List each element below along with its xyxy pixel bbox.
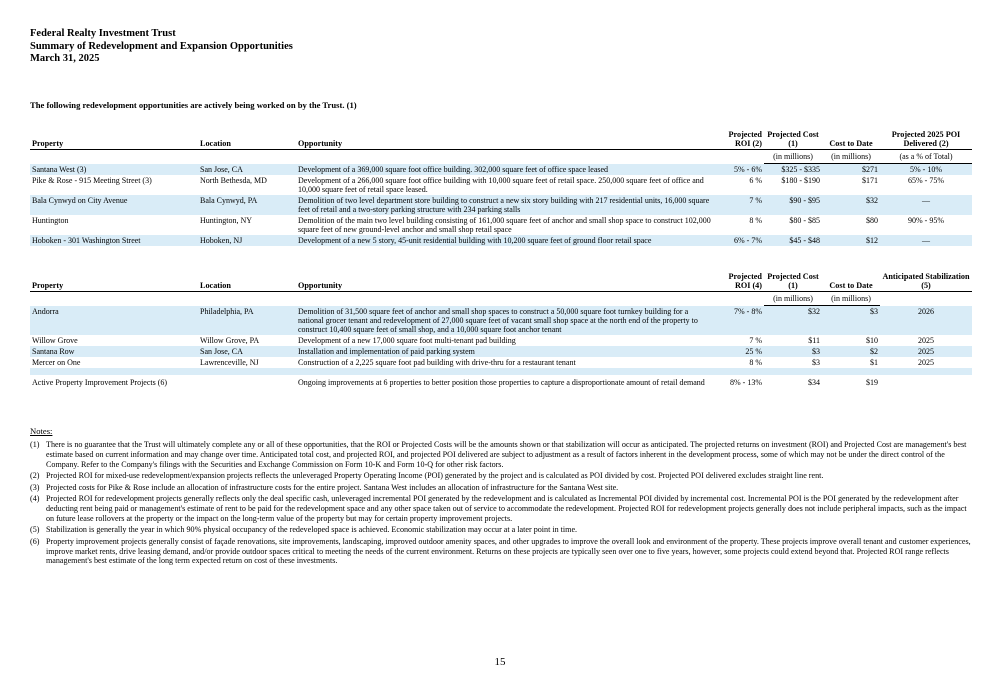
col-header-property: Property (30, 272, 198, 292)
units-row (30, 150, 972, 164)
cell-stabilization: 2025 (880, 346, 972, 357)
cell-cost-to-date: $171 (862, 176, 878, 185)
note-item (30, 483, 972, 493)
note-item (30, 494, 972, 524)
note-item (30, 440, 972, 470)
note-number: (1) (30, 440, 40, 449)
cell-cost-to-date: $19 (866, 377, 878, 387)
note-number: (5) (30, 525, 40, 535)
cell-opportunity: Construction of a 2,225 square foot pad building with drive-thru for a restaurant tenant (298, 357, 576, 367)
cell-roi: 7 % (749, 335, 762, 345)
cell-cost: $11 (808, 335, 820, 345)
cell-cost: $90 - $95 (764, 195, 822, 215)
cell-stabilization: 2026 (880, 306, 972, 335)
cell-location: Hoboken, NJ (198, 235, 296, 246)
table-row (30, 215, 972, 235)
cell-cost-to-date: $271 (822, 164, 880, 176)
cell-stabilization: 2025 (918, 335, 934, 345)
cell-cost: $180 - $190 (781, 176, 820, 185)
cell-opportunity: Installation and implementation of paid parking system (296, 346, 716, 357)
cell-cost-to-date: $1 (870, 357, 878, 367)
cell-property: Andorra (30, 306, 198, 335)
cell-opportunity: Development of a new 5 story, 45-unit residential building with 10,200 square feet of ground floor retail space (296, 235, 716, 246)
unit-poi: (as a % of Total) (880, 150, 972, 164)
cell-roi: 8% - 13% (730, 377, 762, 387)
cell-cost-to-date: $2 (822, 346, 880, 357)
spacer-row (30, 368, 972, 375)
table-row (30, 335, 972, 346)
notes-heading: Notes: (30, 426, 53, 436)
cell-cost: $80 - $85 (789, 216, 820, 225)
table-header-row (30, 130, 972, 150)
cell-poi: — (880, 195, 972, 215)
cell-cost: $3 (812, 357, 820, 367)
cell-opportunity: Development of a 266,000 square foot office building with 10,000 square feet of retail space. 250,000 square feet of office and 10,000 square feet of retail space leased. (298, 176, 704, 194)
cell-cost: $3 (764, 346, 822, 357)
cell-property: Willow Grove (32, 335, 78, 345)
cell-stabilization: 2025 (918, 357, 934, 367)
cell-property: Active Property Improvement Projects (6) (32, 377, 168, 387)
cell-cost: $34 (808, 377, 820, 387)
cell-property: Mercer on One (32, 357, 81, 367)
cell-roi: 7% - 8% (716, 306, 764, 335)
cell-roi: 7 % (716, 195, 764, 215)
note-number: (3) (30, 482, 40, 492)
unit-cost-to-date: (in millions) (822, 150, 880, 164)
cell-poi: 65% - 75% (908, 176, 944, 185)
cell-location: Bala Cynwyd, PA (198, 195, 296, 215)
cell-opportunity: Development of a 369,000 square foot office building. 302,000 square feet of office space leased (296, 164, 716, 176)
table-header-row (30, 272, 972, 292)
col-header-property: Property (30, 130, 198, 150)
cell-location: Philadelphia, PA (198, 306, 296, 335)
note-text: There is no guarantee that the Trust will ultimately complete any or all of these opportunities, that the ROI or Projected Costs will be the amounts shown or that stabilization will occur as anticipated. The projected returns on investment (ROI) and Projected Cost are management's best estimate based on current information and may change over time. Anticipated total cost, and projected ROI, and projected POI delivered are subject to adjustment as a result of factors inherent in the development process, some of which may not be under the direct control of the Company. Refer to the Company's filings with the Securities and Exchange Commission on Form 10-K and Form 10-Q for other risk factors. (46, 440, 967, 469)
table-row (30, 195, 972, 215)
col-header-opportunity: Opportunity (296, 272, 716, 292)
note-text: Projected ROI for redevelopment projects generally reflects only the deal specific cash, unleveraged incremental POI generated by the redevelopment and is calculated as Incremental POI divided by incremental cost. Incremental POI is the POI generated by the redevelopment after deducting rent being paid or management's estimate of rent to be paid for the redevelopment space and any other space taken out of service to accommodate the redevelopment. Projected ROI for redevelopment projects generally does not include peripheral impacts, such as the impact on future lease rollovers at the property or the impact on the long-term value of the property but may for certain property improvement projects. (46, 494, 967, 523)
intro-text: The following redevelopment opportunities are actively being worked on by the Trust. (1) (30, 100, 357, 110)
cell-opportunity: Ongoing improvements at 6 properties to better position those properties to capture a disproportionate amount of retail demand (298, 377, 705, 387)
note-text: Projected costs for Pike & Rose include an allocation of infrastructure costs for the entire project. Santana West includes an allocation of infrastructure for the Santana West site. (46, 482, 619, 492)
table-row (30, 306, 972, 335)
cell-cost-to-date: $80 (866, 216, 878, 225)
cell-roi: 5% - 6% (716, 164, 764, 176)
cell-location: Willow Grove, PA (200, 335, 260, 345)
note-number: (2) (30, 471, 40, 481)
unit-cost: (in millions) (764, 150, 822, 164)
cell-cost-to-date: $3 (822, 306, 880, 335)
table-row (30, 164, 972, 176)
table-row (30, 175, 972, 195)
cell-property: Pike & Rose - 915 Meeting Street (3) (32, 176, 152, 185)
cell-property: Santana Row (30, 346, 198, 357)
page-number: 15 (494, 656, 506, 668)
cell-roi: 25 % (716, 346, 764, 357)
note-text: Property improvement projects generally consist of façade renovations, site improvements, landscaping, improved outdoor amenity spaces, and other upgrades to improve the overall look and environment of the property. These projects improve overall tenant and customer experiences, improve market rents, drive leasing demand, and/or provide outdoor spaces critical to meeting the needs of the current environment. Returns on these projects are typically seen over one to five years, however, some projects could extend beyond that. Projected ROI range reflects management's best estimate of the long term expected return on cost of these investments. (46, 536, 971, 566)
note-number: (4) (30, 494, 40, 504)
company-name: Federal Realty Investment Trust (30, 28, 176, 39)
cell-opportunity: Demolition of 31,500 square feet of anchor and small shop spaces to construct a 50,000 square foot turnkey building for a national grocer tenant and redevelopment of 27,000 square feet of vacant small shop space at the north end of the property to construct 10,400 square feet of small shop, and a 10,000 square foot anchor tenant (296, 306, 716, 335)
cell-cost: $325 - $335 (764, 164, 822, 176)
cell-location: Huntington, NY (200, 216, 252, 225)
col-header-stabilization: Anticipated Stabilization (5) (880, 272, 972, 292)
note-item (30, 471, 972, 481)
notes-list (30, 440, 972, 568)
cell-cost-to-date: $12 (822, 235, 880, 246)
cell-location: North Bethesda, MD (200, 176, 267, 185)
cell-property: Santana West (3) (30, 164, 198, 176)
cell-opportunity: Development of a new 17,000 square foot multi-tenant pad building (298, 335, 516, 345)
cell-location: San Jose, CA (198, 346, 296, 357)
col-header-cost-to-date: Cost to Date (822, 272, 880, 292)
cell-poi: 90% - 95% (908, 216, 944, 225)
report-title: Summary of Redevelopment and Expansion Opportunities (30, 40, 293, 52)
col-header-roi: Projected ROI (4) (716, 272, 764, 292)
col-header-location: Location (198, 130, 296, 150)
table-row (30, 235, 972, 246)
note-number: (6) (30, 536, 40, 546)
units-row (30, 292, 972, 306)
cell-opportunity: Demolition of the main two level building consisting of 161,000 square feet of anchor and small shop space to construct 102,000 square feet of new ground-level anchor and small shop retail space (298, 216, 711, 234)
table-redevelopment-mixed-use (30, 130, 972, 246)
col-header-cost: Projected Cost (1) (764, 130, 822, 150)
note-item (30, 537, 972, 567)
table-row (30, 357, 972, 368)
cell-property: Hoboken - 301 Washington Street (30, 235, 198, 246)
cell-poi: — (880, 235, 972, 246)
cell-cost: $32 (764, 306, 822, 335)
col-header-poi: Projected 2025 POI Delivered (2) (880, 130, 972, 150)
cell-poi: 5% - 10% (880, 164, 972, 176)
cell-property: Huntington (32, 216, 69, 225)
cell-cost: $45 - $48 (764, 235, 822, 246)
cell-cost-to-date: $10 (866, 335, 878, 345)
col-header-cost: Projected Cost (1) (764, 272, 822, 292)
col-header-cost-to-date: Cost to Date (822, 130, 880, 150)
cell-roi: 6 % (749, 176, 762, 185)
unit-cost-to-date: (in millions) (822, 292, 880, 306)
cell-location: San Jose, CA (198, 164, 296, 176)
report-date: March 31, 2025 (30, 53, 100, 64)
col-header-roi: Projected ROI (2) (716, 130, 764, 150)
table-redevelopment-retail (30, 272, 972, 388)
table-row (30, 346, 972, 357)
cell-roi: 8 % (749, 357, 762, 367)
note-text: Stabilization is generally the year in which 90% physical occupancy of the redeveloped space is achieved. Economic stabilization may occur at a later point in time. (46, 525, 578, 535)
cell-cost-to-date: $32 (822, 195, 880, 215)
cell-property: Bala Cynwyd on City Avenue (30, 195, 198, 215)
cell-opportunity: Demolition of two level department store building to construct a new six story building with 217 residential units, 16,000 square feet of retail and a two-story parking structure with 234 parking stalls (296, 195, 716, 215)
table-row-active-projects (30, 375, 972, 388)
document-page (30, 28, 972, 566)
note-text: Projected ROI for mixed-use redevelopment/expansion projects reflects the unleveraged Property Operating Income (POI) generated by the project and is calculated as POI divided by cost. Projected POI delivered excludes straight line rent. (46, 471, 824, 481)
col-header-opportunity: Opportunity (296, 130, 716, 150)
col-header-location: Location (198, 272, 296, 292)
note-item (30, 525, 972, 535)
unit-cost: (in millions) (764, 292, 822, 306)
cell-roi: 6% - 7% (716, 235, 764, 246)
cell-location: Lawrenceville, NJ (200, 357, 259, 367)
cell-roi: 8 % (749, 216, 762, 225)
